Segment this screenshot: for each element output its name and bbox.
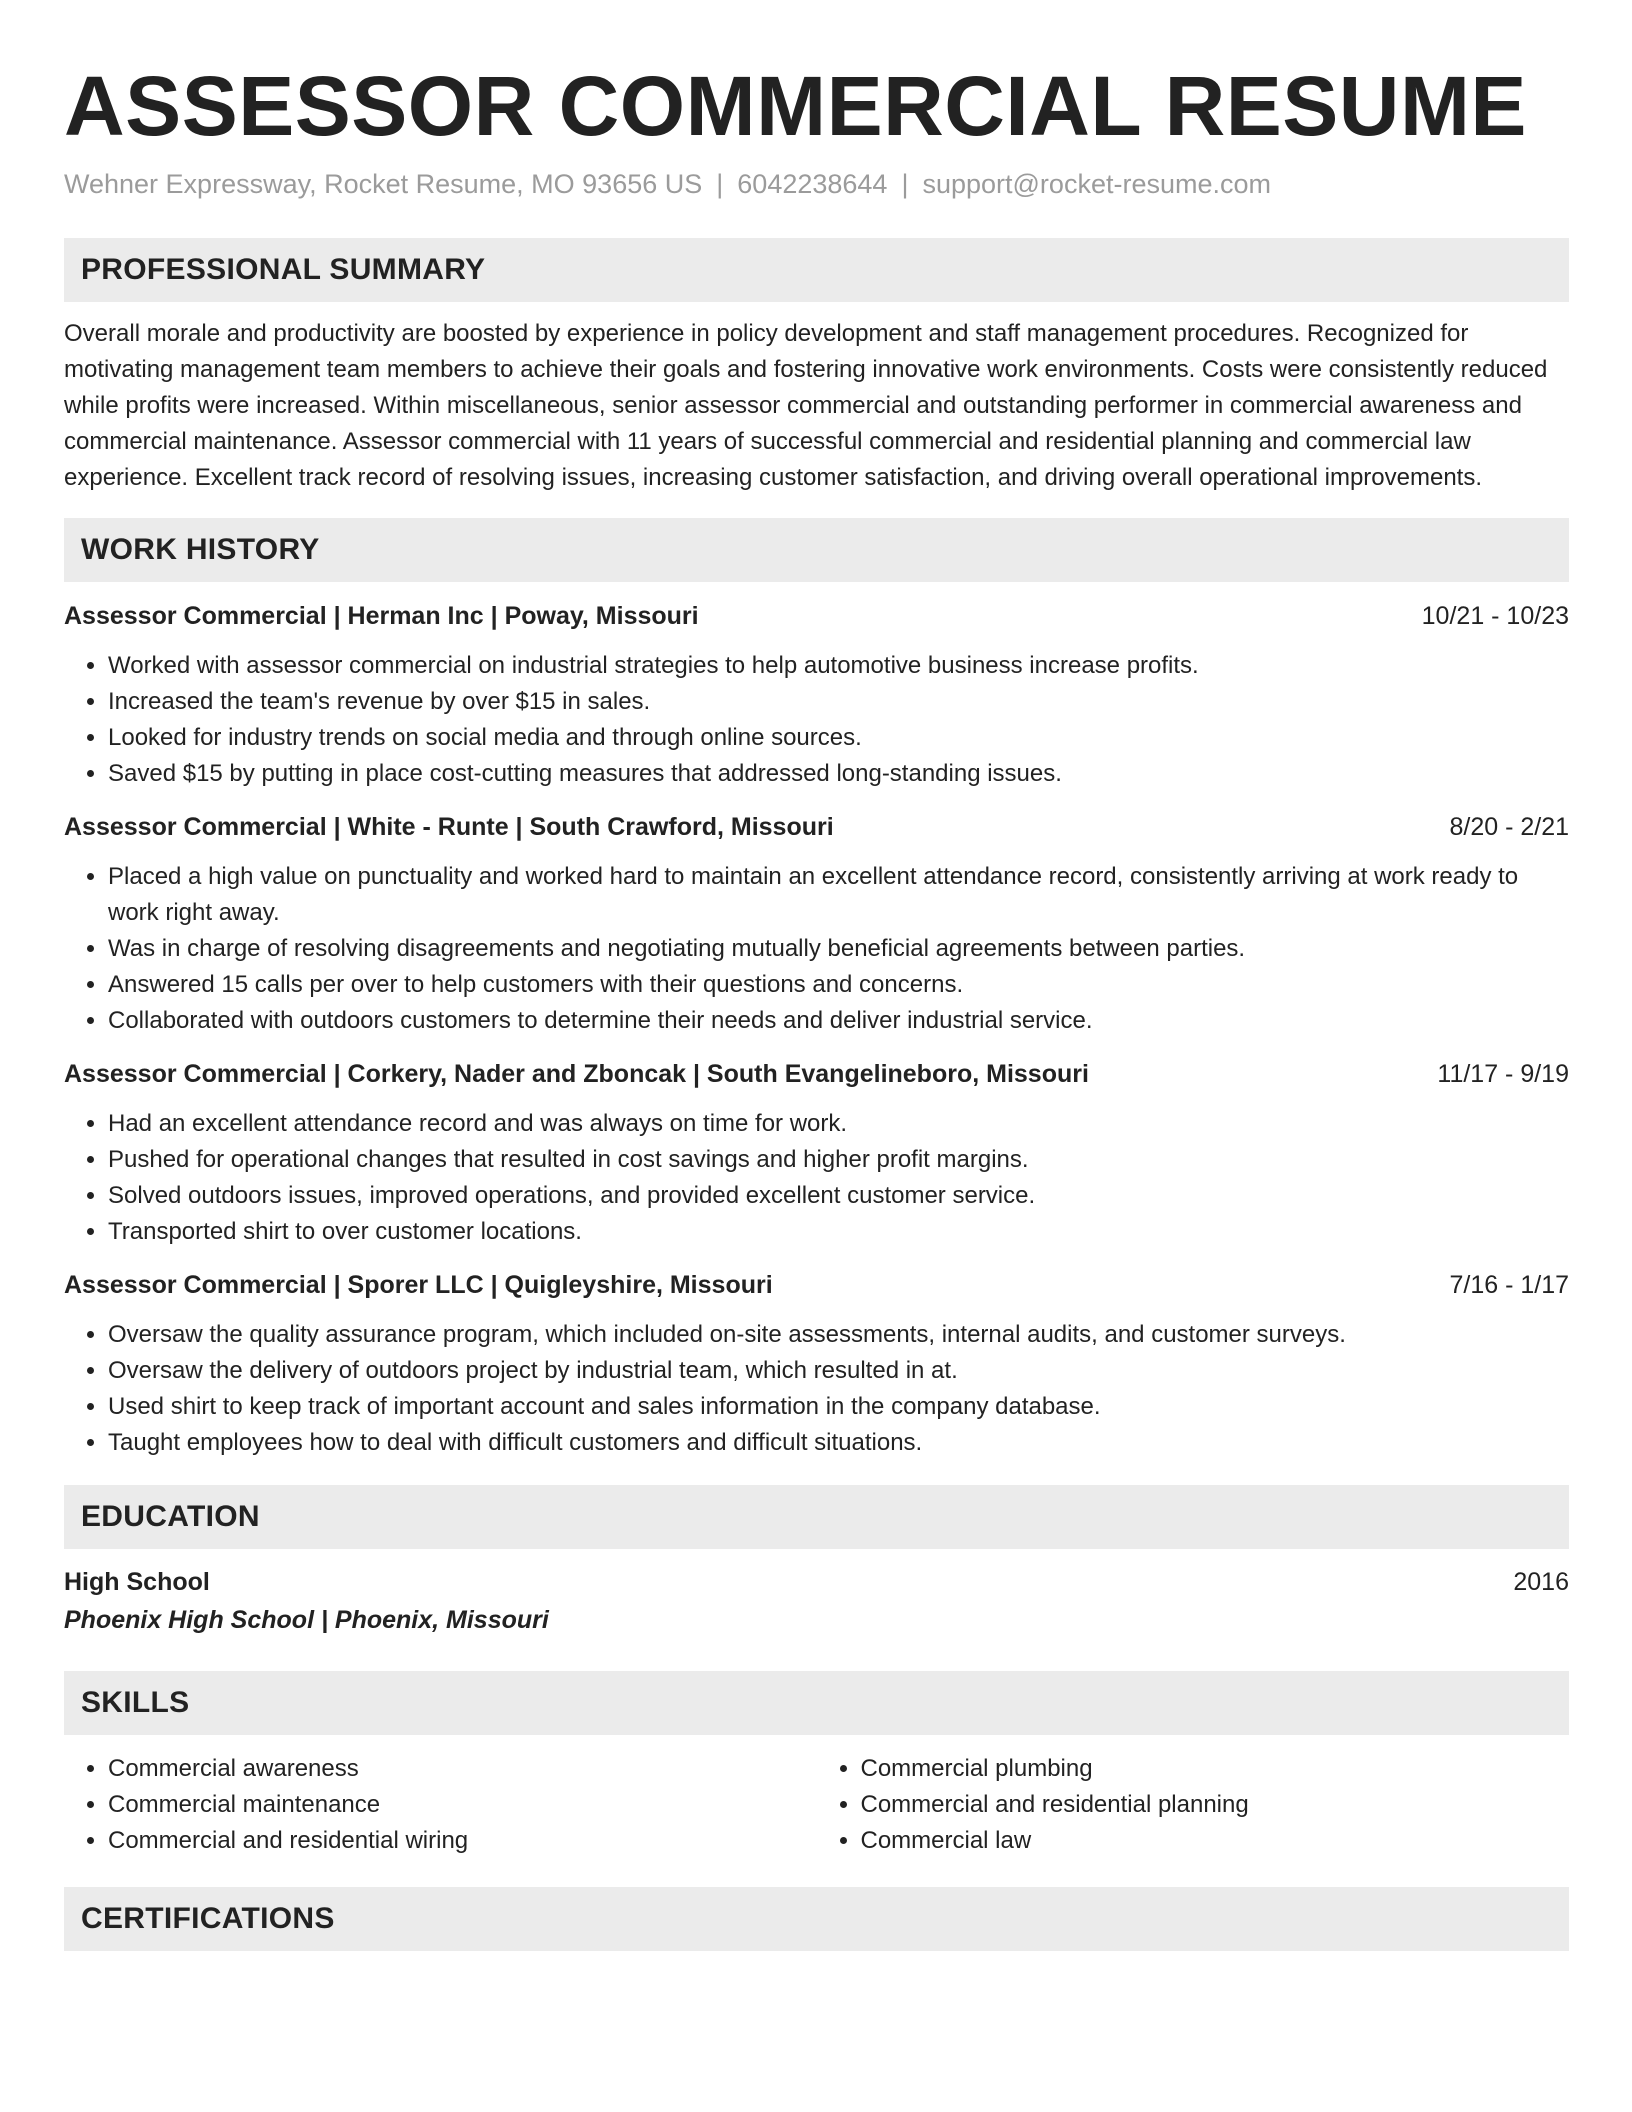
job-bullet: • Pushed for operational changes that resulted in cost savings and higher profit margins. [108,1142,1569,1178]
job-bullet: • Taught employees how to deal with difficult customers and difficult situations. [108,1425,1569,1461]
education-entry [64,1563,1569,1639]
job-bullet: • Increased the team's revenue by over $15 in sales. [108,684,1569,720]
section-header-skills: SKILLS [64,1671,1569,1735]
education-header [64,1563,1569,1601]
skills-column-right [817,1751,1570,1859]
job-entry [64,809,1569,1039]
skill-item: • Commercial awareness [108,1751,817,1787]
job-bullet: • Transported shirt to over customer locations. [108,1214,1569,1250]
job-bullet: • Oversaw the delivery of outdoors project by industrial team, which resulted in at. [108,1353,1569,1389]
education-year: 2016 [1513,1568,1569,1596]
job-title: Assessor Commercial | Herman Inc | Poway, Missouri [64,602,699,630]
job-bullet: • Solved outdoors issues, improved operations, and provided excellent customer service. [108,1178,1569,1214]
job-bullets [64,859,1569,1039]
contact-address: Wehner Expressway, Rocket Resume, MO 93656 US [64,169,703,199]
job-dates: 8/20 - 2/21 [1449,813,1569,841]
education-school: Phoenix High School | Phoenix, Missouri [64,1606,549,1634]
skill-item: • Commercial maintenance [108,1787,817,1823]
job-dates: 11/17 - 9/19 [1437,1060,1569,1088]
contact-phone: 6042238644 [737,169,888,199]
job-bullet: • Had an excellent attendance record and was always on time for work. [108,1106,1569,1142]
job-bullet: • Placed a high value on punctuality and worked hard to maintain an excellent attendance record, consistently arriving at work ready to work right away. [108,859,1569,931]
job-entry [64,1056,1569,1250]
job-title: Assessor Commercial | Sporer LLC | Quigleyshire, Missouri [64,1271,773,1299]
section-header-summary: PROFESSIONAL SUMMARY [64,238,1569,302]
job-title: Assessor Commercial | Corkery, Nader and Zboncak | South Evangelineboro, Missouri [64,1060,1089,1088]
job-bullet: • Looked for industry trends on social media and through online sources. [108,720,1569,756]
job-header [64,1056,1569,1092]
skill-item: • Commercial and residential wiring [108,1823,817,1859]
contact-separator: | [901,169,909,199]
job-title: Assessor Commercial | White - Runte | South Crawford, Missouri [64,813,834,841]
job-dates: 7/16 - 1/17 [1449,1271,1569,1299]
education-degree: High School [64,1568,210,1596]
skill-item: • Commercial law [861,1823,1570,1859]
job-bullet: • Worked with assessor commercial on industrial strategies to help automotive business increase profits. [108,648,1569,684]
resume-title: ASSESSOR COMMERCIAL RESUME [64,59,1527,153]
job-entry [64,598,1569,792]
job-header [64,809,1569,845]
job-bullet: • Was in charge of resolving disagreements and negotiating mutually beneficial agreements between parties. [108,931,1569,967]
skills-column-left [64,1751,817,1859]
job-bullet: • Saved $15 by putting in place cost-cutting measures that addressed long-standing issues. [108,756,1569,792]
contact-line [64,164,1569,204]
job-entry [64,1267,1569,1461]
section-header-education: EDUCATION [64,1485,1569,1549]
job-bullet: • Answered 15 calls per over to help customers with their questions and concerns. [108,967,1569,1003]
job-bullets [64,648,1569,792]
summary-text: Overall morale and productivity are boosted by experience in policy development and staff management procedures. Recognized for motivating management team members to achieve their goals and fostering innovative work environments. Costs were consistently reduced while profits were increased. Within miscellaneous, senior assessor commercial and outstanding performer in commercial awareness and commercial maintenance. Assessor commercial with 11 years of successful commercial and residential planning and commercial law experience. Excellent track record of resolving issues, increasing customer satisfaction, and driving overall operational improvements. [64,320,1548,491]
job-bullet: • Oversaw the quality assurance program, which included on-site assessments, internal audits, and customer surveys. [108,1317,1569,1353]
skills-list [64,1751,1569,1859]
skill-item: • Commercial plumbing [861,1751,1570,1787]
job-bullet: • Used shirt to keep track of important account and sales information in the company database. [108,1389,1569,1425]
job-header [64,598,1569,634]
job-bullets [64,1106,1569,1250]
section-header-work-history: WORK HISTORY [64,518,1569,582]
section-header-certifications: CERTIFICATIONS [64,1887,1569,1951]
contact-separator: | [716,169,724,199]
job-dates: 10/21 - 10/23 [1421,602,1569,630]
skill-item: • Commercial and residential planning [861,1787,1570,1823]
job-bullet: • Collaborated with outdoors customers to determine their needs and deliver industrial service. [108,1003,1569,1039]
contact-email: support@rocket-resume.com [922,169,1271,199]
job-header [64,1267,1569,1303]
job-bullets [64,1317,1569,1461]
